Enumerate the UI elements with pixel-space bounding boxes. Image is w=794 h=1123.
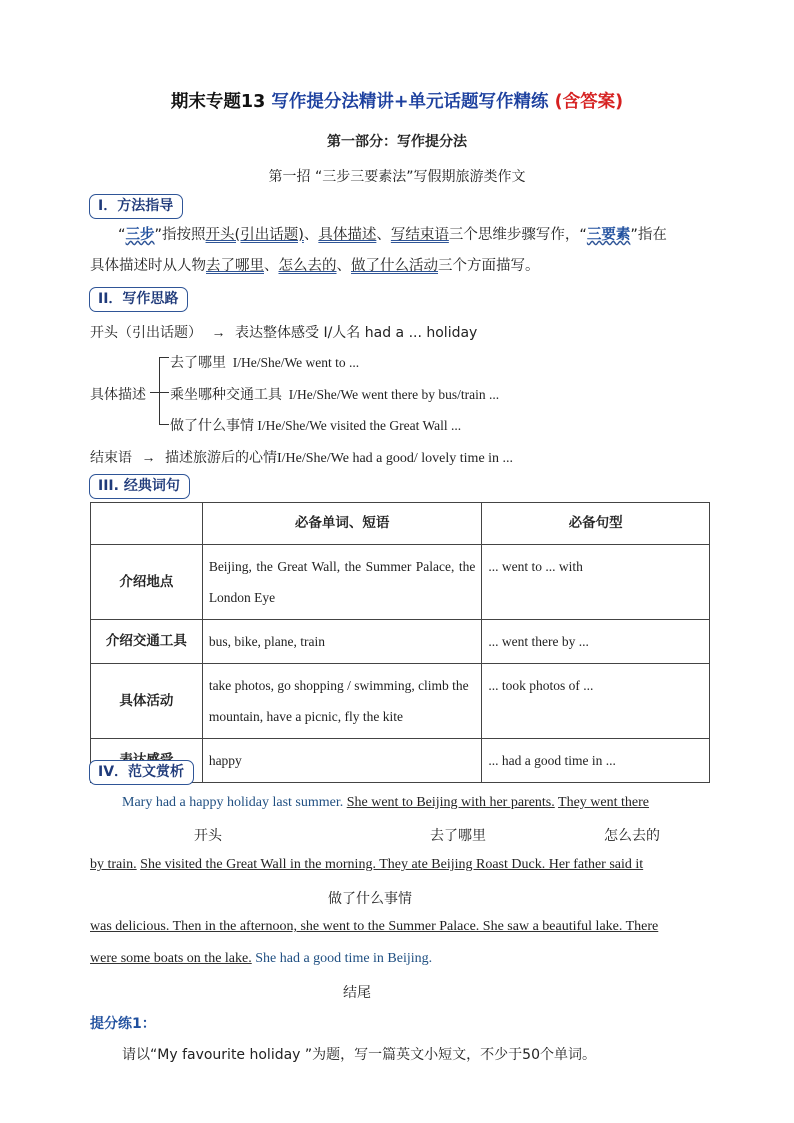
brace-tick	[159, 357, 169, 358]
text: 三个方面描写。	[438, 258, 540, 274]
text: I/He/She/We went to ...	[232, 355, 360, 370]
text: 、	[303, 227, 319, 243]
text: “	[118, 227, 126, 243]
table-row	[91, 620, 710, 664]
row-label: 介绍地点	[91, 545, 203, 620]
row-pattern: ... went there by ...	[482, 620, 710, 664]
row-words: take photos, go shopping / swimming, climb the mountain, have a picnic, fly the kite	[202, 664, 482, 739]
keyword-where: 去了哪里	[206, 258, 264, 274]
keyword-opening: 开头(引出话题)	[205, 227, 304, 243]
text: 、	[264, 258, 279, 274]
exercise-heading: 提分练1：	[90, 1016, 156, 1032]
label-ending: 结尾	[343, 985, 371, 1001]
keyword-activity: 做了什么活动	[351, 258, 438, 274]
text: 乘坐哪种交通工具	[170, 387, 282, 403]
keyword-three-elements: 三要素	[586, 227, 631, 243]
sample-activity-end: were some boats on the lake.	[90, 951, 252, 966]
table-row	[91, 664, 710, 739]
section-writing-outline: II．写作思路	[89, 287, 188, 312]
section-method-guide: I．方法指导	[89, 194, 183, 219]
keyword-description: 具体描述	[318, 227, 377, 243]
sample-opening: Mary had a happy holiday last summer.	[122, 795, 344, 810]
title-prefix: 期末专题13	[170, 92, 266, 112]
text: 、	[376, 227, 391, 243]
brace-tick	[150, 392, 169, 393]
text: 描述旅游后的心情	[165, 450, 277, 466]
phrase-table	[90, 502, 710, 783]
keyword-ending: 写结束语	[390, 227, 449, 243]
row-label: 具体活动	[91, 664, 203, 739]
row-words: bus, bike, plane, train	[202, 620, 482, 664]
keyword-how: 怎么去的	[278, 258, 337, 274]
row-words: happy	[202, 739, 482, 783]
row-label: 介绍交通工具	[91, 620, 203, 664]
ending-label: 结束语	[90, 450, 132, 466]
page-title	[0, 88, 794, 113]
method-paragraph-line1	[118, 220, 667, 251]
text: 三个思维步骤写作，“	[448, 227, 587, 243]
title-main: 写作提分法精讲+单元话题写作精练	[271, 92, 549, 112]
row-pattern: ... had a good time in ...	[482, 739, 710, 783]
outline-ending	[90, 447, 513, 467]
row-pattern: ... went to ... with	[482, 545, 710, 620]
sample-how: They went there	[558, 795, 649, 810]
subtitle: 第一招 “三步三要素法”写假期旅游类作文	[268, 169, 526, 185]
sample-line2	[90, 857, 643, 873]
label-how: 怎么去的	[604, 828, 660, 844]
table-header-row	[91, 503, 710, 545]
sample-how-cont: by train.	[90, 857, 137, 872]
text: 做了什么事情	[170, 418, 254, 434]
outline-body-item-where	[170, 352, 359, 372]
outline-body-label: 具体描述	[90, 387, 146, 403]
table-header-cell: 必备句型	[482, 503, 710, 545]
text: I/He/She/We had a good/ lovely time in ...	[277, 451, 514, 466]
arrow-icon: →	[211, 326, 226, 341]
outline-body-item-activity	[170, 415, 461, 435]
sample-line1	[122, 795, 649, 811]
outline-body-item-transport	[170, 384, 499, 404]
keyword-three-steps: 三步	[125, 227, 155, 243]
brace-bracket	[159, 357, 170, 425]
text: I/He/She/We visited the Great Wall ...	[257, 418, 462, 433]
row-pattern: ... took photos of ...	[482, 664, 710, 739]
section-classic-phrases: III. 经典词句	[89, 474, 190, 499]
opening-label: 开头（引出话题）	[90, 325, 202, 341]
method-paragraph-line2	[90, 251, 540, 282]
table-header-cell: 必备单词、短语	[202, 503, 482, 545]
arrow-icon: →	[141, 451, 156, 466]
sample-where: She went to Beijing with her parents.	[346, 795, 555, 810]
label-where: 去了哪里	[430, 828, 486, 844]
opening-detail: 表达整体感受 I/人名 had a ... holiday	[235, 325, 478, 341]
text: 具体描述时从人物	[90, 258, 206, 274]
sample-activity: She visited the Great Wall in the morning. They ate Beijing Roast Duck. Her father said it	[140, 857, 644, 872]
section-sample-essay: IV．范文赏析	[89, 760, 194, 785]
table-header-cell	[91, 503, 203, 545]
sample-line4	[90, 951, 432, 967]
table-row	[91, 545, 710, 620]
text: 、	[336, 258, 351, 274]
sample-ending: She had a good time in Beijing.	[255, 951, 433, 966]
sample-line3: was delicious. Then in the afternoon, she went to the Summer Palace. She saw a beautiful lake. There	[90, 919, 659, 934]
outline-opening	[90, 322, 477, 342]
row-words: Beijing, the Great Wall, the Summer Palace, the London Eye	[202, 545, 482, 620]
label-opening: 开头	[194, 828, 222, 844]
text: ”指按照	[154, 227, 206, 243]
text: ”指在	[630, 227, 667, 243]
text: I/He/She/We went there by bus/train ...	[288, 387, 500, 402]
part-heading: 第一部分：写作提分法	[327, 134, 467, 150]
title-answer-note: (含答案)	[554, 92, 624, 112]
exercise-prompt: 请以“My favourite holiday ”为题，写一篇英文小短文，不少于50个单词。	[122, 1047, 596, 1063]
label-activity: 做了什么事情	[328, 891, 412, 907]
brace-tick	[159, 424, 169, 425]
text: 去了哪里	[170, 355, 226, 371]
